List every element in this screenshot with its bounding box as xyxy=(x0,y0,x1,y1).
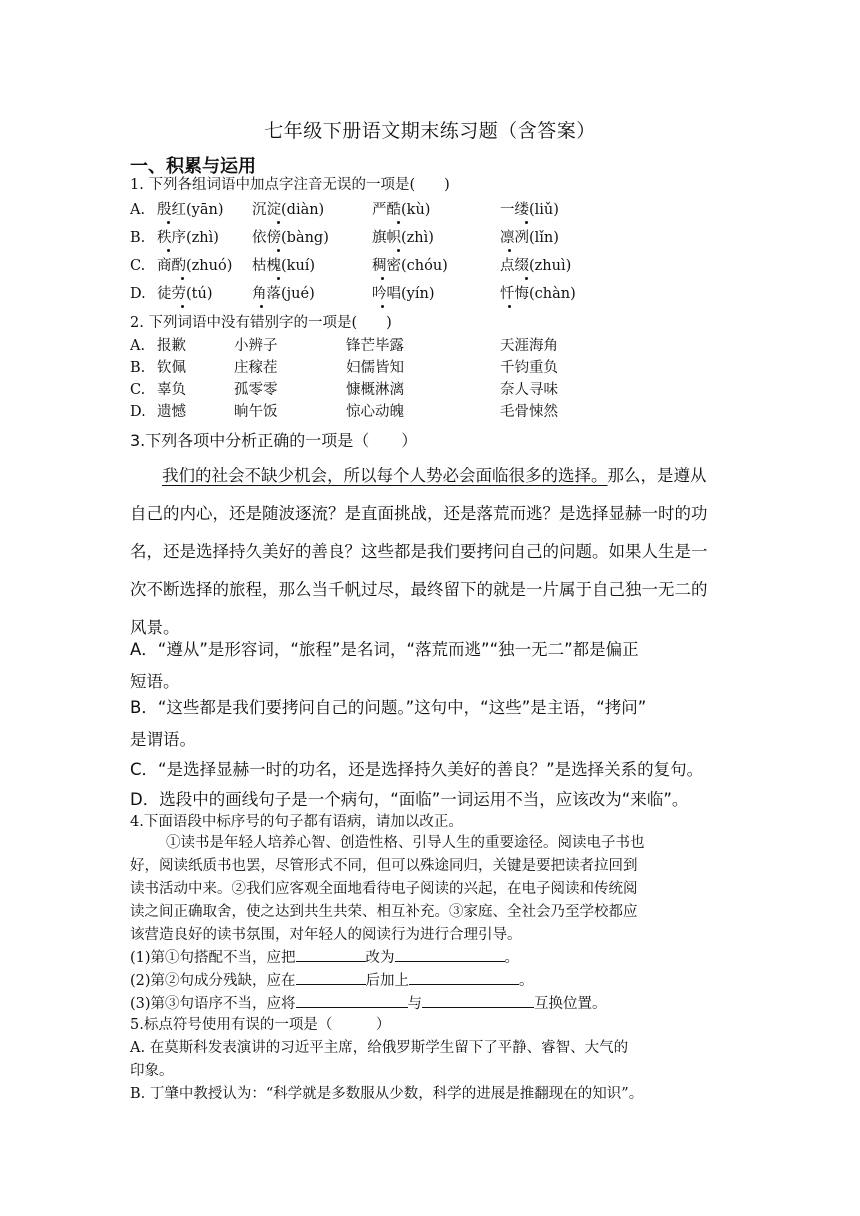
option-word: 一缕(liǔ) xyxy=(500,202,559,218)
option-word: 奈人寻味 xyxy=(500,382,558,398)
option-letter: A. xyxy=(130,338,146,354)
q4-passage-line: ①读书是年轻人培养心智、创造性格、引导人生的重要途径。阅读电子书也 xyxy=(166,835,645,851)
q3-option-b: B．“这些都是我们要拷问自己的问题。”这句中，“这些”是主语，“拷问” xyxy=(130,698,647,717)
option-word: 忏悔(chàn) xyxy=(500,286,576,302)
section-heading: 一、积累与运用 xyxy=(130,156,256,177)
subquestion-text: 。 xyxy=(519,973,534,989)
option-word: 毛骨悚然 xyxy=(500,404,558,420)
option-word: 遗憾 xyxy=(157,404,186,420)
q5-option-a-cont: 印象。 xyxy=(130,1063,174,1079)
option-word: 慷概淋漓 xyxy=(346,382,404,398)
subquestion-text: 。 xyxy=(504,950,520,966)
emphasis-dot xyxy=(277,277,280,280)
q4-subquestion-2 xyxy=(130,970,730,992)
emphasis-dot xyxy=(525,221,528,224)
option-word: 商酌(zhuó) xyxy=(157,258,233,274)
q3-option-c: C．“是选择显赫一时的功名，还是选择持久美好的善良？”是选择关系的复句。 xyxy=(130,760,704,779)
q3-passage-line: 自己的内心，还是随波逐流？是直面挑战，还是落荒而逃？是选择显赫一时的功 xyxy=(130,504,708,523)
q5-option-a: A. 在莫斯科发表演讲的习近平主席，给俄罗斯学生留下了平静、睿智、大气的 xyxy=(130,1040,629,1056)
option-word: 徒劳(tú) xyxy=(157,286,213,302)
subquestion-text: 与 xyxy=(407,996,423,1012)
option-word: 庄稼茬 xyxy=(234,360,278,376)
option-letter: D. xyxy=(130,286,146,302)
q4-passage-line: 好，阅读纸质书也罢，尽管形式不同，但可以殊途同归，关键是要把读者拉回到 xyxy=(130,858,638,874)
option-word: 孤零零 xyxy=(234,382,278,398)
option-letter: B. xyxy=(130,360,146,376)
answer-blank[interactable] xyxy=(409,970,519,985)
q3-option-a-cont: 短语。 xyxy=(130,672,180,691)
subquestion-text: 互换位置。 xyxy=(534,996,607,1012)
option-word: 千钧重负 xyxy=(500,360,558,376)
question-3-stem: 3.下列各项中分析正确的一项是（ ） xyxy=(130,431,418,450)
emphasis-dot xyxy=(508,249,511,252)
option-word: 天涯海角 xyxy=(500,338,558,354)
option-word: 小辨子 xyxy=(234,338,278,354)
emphasis-dot xyxy=(381,305,384,308)
answer-blank[interactable] xyxy=(296,947,366,962)
passage-text: 那么，是遵从 xyxy=(607,466,707,485)
answer-blank[interactable] xyxy=(296,970,366,985)
answer-blank[interactable] xyxy=(422,993,534,1008)
option-word: 惊心动魄 xyxy=(346,404,404,420)
option-word: 殷红(yān) xyxy=(157,202,224,218)
subquestion-text: (3)第③句语序不当，应将 xyxy=(130,996,296,1012)
answer-blank[interactable] xyxy=(395,947,505,962)
option-word: 沉淀(diàn) xyxy=(252,202,325,218)
option-word: 钦佩 xyxy=(157,360,186,376)
option-word: 点缀(zhuì) xyxy=(500,258,572,274)
emphasis-dot xyxy=(508,305,511,308)
q5-option-b: B. 丁肇中教授认为：“科学就是多数服从少数，科学的进展是推翻现在的知识”。 xyxy=(130,1086,644,1102)
q3-option-d: D．选段中的画线句子是一个病句，“面临”一词运用不当，应该改为“来临”。 xyxy=(130,790,689,809)
option-word: 角落(jué) xyxy=(252,286,315,302)
emphasis-dot xyxy=(181,305,184,308)
option-word: 秩序(zhì) xyxy=(157,230,219,246)
emphasis-dot xyxy=(525,277,528,280)
option-word: 晌午饭 xyxy=(234,404,278,420)
document-title: 七年级下册语文期末练习题（含答案） xyxy=(264,120,596,142)
option-word: 妇儒皆知 xyxy=(346,360,404,376)
option-word: 稠密(chóu) xyxy=(372,258,448,274)
emphasis-dot xyxy=(277,221,280,224)
q3-passage-line: 风景。 xyxy=(130,618,180,637)
option-word: 依傍(bàng) xyxy=(252,230,329,246)
answer-blank[interactable] xyxy=(296,993,408,1008)
question-4-stem: 4.下面语段中标序号的句子都有语病，请加以改正。 xyxy=(130,814,463,830)
q4-passage-line: 读书活动中来。②我们应客观全面地看待电子阅读的兴起，在电子阅读和传统阅 xyxy=(130,881,638,897)
emphasis-dot xyxy=(260,305,263,308)
subquestion-text: (1)第①句搭配不当，应把 xyxy=(130,950,296,966)
underlined-sentence: 我们的社会不缺少机会，所以每个人势必会面临很多的选择。 xyxy=(162,466,608,485)
q4-passage-line: 读之间正确取舍，使之达到共生共荣、相互补充。③家庭、全社会乃至学校都应 xyxy=(130,904,638,920)
option-word: 锋芒毕露 xyxy=(346,338,404,354)
q3-option-b-cont: 是谓语。 xyxy=(130,730,196,749)
option-word: 严酷(kù) xyxy=(372,202,431,218)
q3-passage-line: 名，还是选择持久美好的善良？这些都是我们要拷问自己的问题。如果人生是一 xyxy=(130,542,708,561)
q4-subquestion-3 xyxy=(130,993,730,1015)
option-word: 枯槐(kuí) xyxy=(252,258,316,274)
emphasis-dot xyxy=(181,277,184,280)
emphasis-dot xyxy=(167,221,170,224)
question-1-stem: 1. 下列各组词语中加点字注音无误的一项是( ) xyxy=(130,177,450,193)
emphasis-dot xyxy=(167,249,170,252)
option-letter: B. xyxy=(130,230,146,246)
option-word: 辜负 xyxy=(157,382,186,398)
question-5-stem: 5.标点符号使用有误的一项是（ ） xyxy=(130,1017,391,1033)
subquestion-text: 改为 xyxy=(365,950,395,966)
emphasis-dot xyxy=(277,249,280,252)
option-letter: C. xyxy=(130,258,146,274)
q3-option-a: A．“遵从”是形容词，“旅程”是名词，“落荒而逃”“独一无二”都是偏正 xyxy=(130,640,639,659)
option-letter: A. xyxy=(130,202,146,218)
emphasis-dot xyxy=(397,249,400,252)
emphasis-dot xyxy=(381,277,384,280)
option-word: 凛冽(lǐn) xyxy=(500,230,559,246)
q4-subquestion-1 xyxy=(130,947,730,969)
subquestion-text: 后加上 xyxy=(365,973,410,989)
subquestion-text: (2)第②句成分残缺，应在 xyxy=(130,973,296,989)
question-2-stem: 2. 下列词语中没有错别字的一项是( ) xyxy=(130,315,392,331)
q4-passage-line: 该营造良好的读书氛围，对年轻人的阅读行为进行合理引导。 xyxy=(130,927,522,943)
option-letter: C. xyxy=(130,382,146,398)
option-letter: D. xyxy=(130,404,146,420)
option-word: 吟唱(yín) xyxy=(372,286,435,302)
q3-passage-line: 次不断选择的旅程，那么当千帆过尽，最终留下的就是一片属于自己独一无二的 xyxy=(130,580,708,599)
option-word: 报歉 xyxy=(157,338,186,354)
emphasis-dot xyxy=(397,221,400,224)
q3-passage-line xyxy=(130,458,730,493)
option-word: 旗帜(zhì) xyxy=(372,230,434,246)
